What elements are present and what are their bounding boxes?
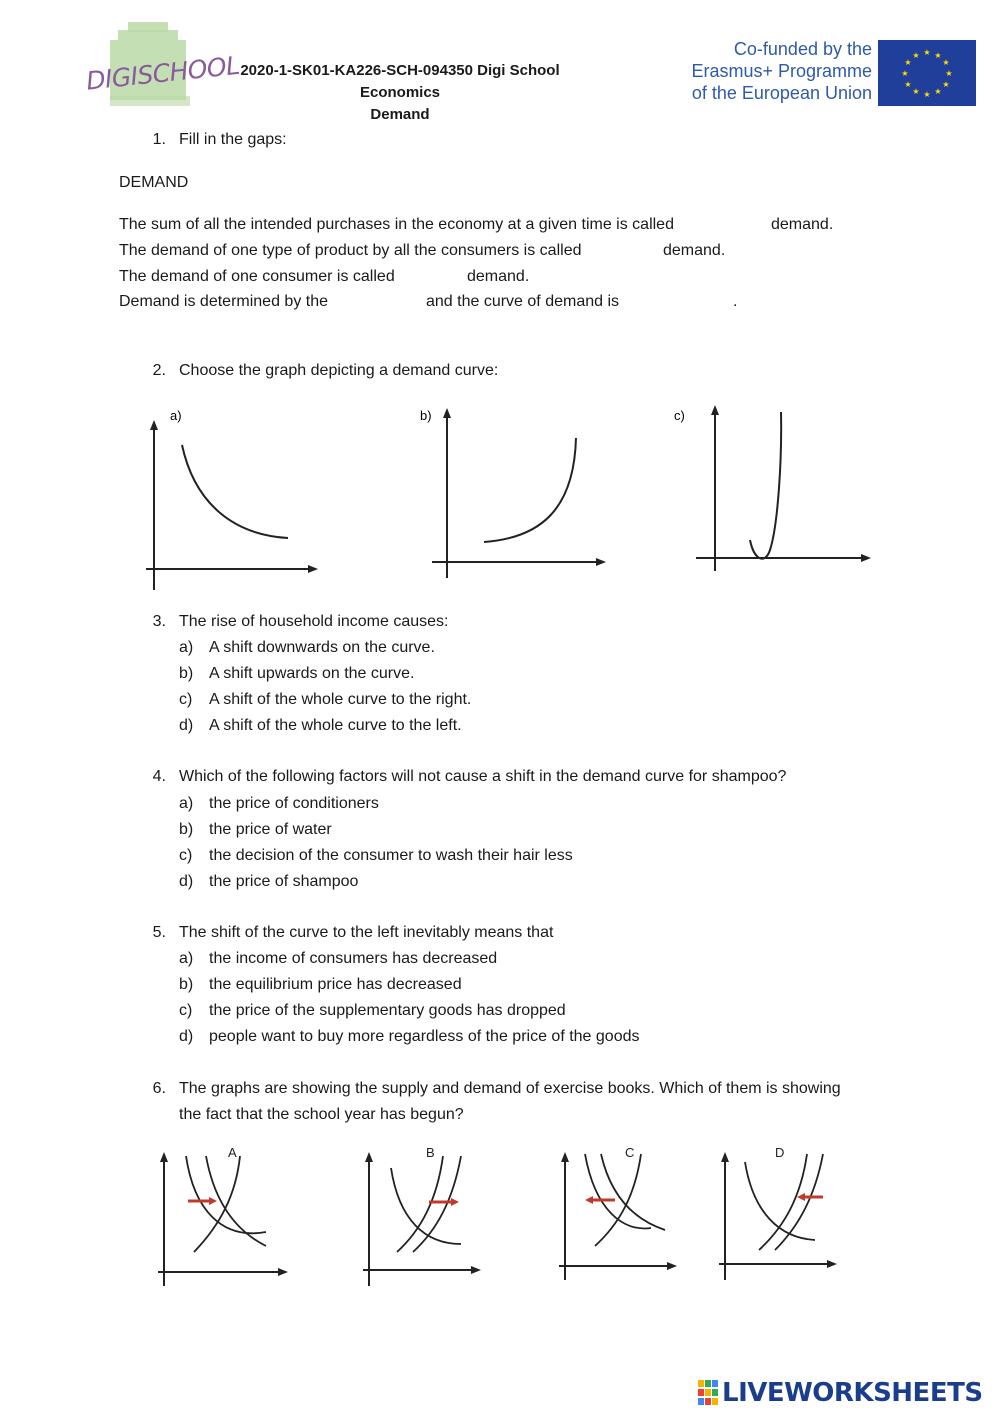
graph-C-y-arrow bbox=[561, 1152, 569, 1162]
q1-prompt: Fill in the gaps: bbox=[179, 131, 287, 148]
eu-line-3: of the European Union bbox=[691, 83, 872, 103]
graph-A-x-arrow bbox=[278, 1268, 288, 1276]
graph-D-x-arrow bbox=[827, 1260, 837, 1268]
q5-option-c[interactable]: the price of the supplementary goods has dropped bbox=[209, 1002, 566, 1019]
project-code: 2020-1-SK01-KA226-SCH-094350 Digi School bbox=[240, 62, 560, 79]
q4-option-b[interactable]: the price of water bbox=[209, 821, 332, 838]
graph-b-y-arrow bbox=[443, 408, 451, 418]
graph-A-shift-arrowhead bbox=[209, 1197, 217, 1205]
graph-c-curve bbox=[750, 412, 781, 559]
topic-title: Demand bbox=[370, 106, 430, 123]
q3-option-c-letter: c) bbox=[179, 691, 193, 708]
q3-option-a[interactable]: A shift downwards on the curve. bbox=[209, 639, 435, 656]
graph-b-curve bbox=[484, 438, 576, 542]
svg-text:★: ★ bbox=[934, 51, 942, 60]
q3-option-a-letter: a) bbox=[179, 639, 194, 656]
q6-prompt-line1: The graphs are showing the supply and demand of exercise books. Which of them is showing bbox=[179, 1080, 841, 1097]
graph-C bbox=[555, 1140, 705, 1290]
logo-text: DIGISCHOOL bbox=[84, 50, 241, 96]
q1-line4-start: Demand is determined by the bbox=[119, 293, 328, 310]
graph-A-label: A bbox=[228, 1145, 237, 1160]
subject-title: Economics bbox=[359, 84, 441, 101]
graph-a-label: a) bbox=[170, 408, 182, 423]
q4-prompt: Which of the following factors will not cause a shift in the demand curve for shampoo? bbox=[179, 768, 787, 785]
q1-line3-start: The demand of one consumer is called bbox=[119, 268, 395, 285]
graph-b bbox=[420, 400, 620, 585]
q4-number: 4. bbox=[152, 768, 166, 785]
svg-text:★: ★ bbox=[912, 51, 920, 60]
graph-C-shift-arrowhead bbox=[585, 1196, 593, 1204]
q3-option-d-letter: d) bbox=[179, 717, 194, 734]
q3-option-c[interactable]: A shift of the whole curve to the right. bbox=[209, 691, 472, 708]
q4-option-b-letter: b) bbox=[179, 821, 194, 838]
graph-C-demand-curve-2 bbox=[601, 1154, 665, 1230]
graph-A-supply-curve bbox=[194, 1156, 240, 1252]
liveworksheets-logo-icon bbox=[698, 1380, 720, 1406]
graph-A-demand-curve-1 bbox=[186, 1156, 266, 1233]
q2-prompt: Choose the graph depicting a demand curve: bbox=[179, 362, 499, 379]
graph-b-label: b) bbox=[420, 408, 432, 423]
svg-text:★: ★ bbox=[912, 87, 920, 96]
q5-option-b-letter: b) bbox=[179, 976, 194, 993]
graph-B-demand-curve bbox=[391, 1168, 461, 1244]
graph-D-supply-curve-2 bbox=[775, 1154, 823, 1250]
graph-a-y-arrow bbox=[150, 420, 158, 430]
graph-B-label: B bbox=[426, 1145, 435, 1160]
q6-number: 6. bbox=[152, 1080, 166, 1097]
graph-C-x-arrow bbox=[667, 1262, 677, 1270]
graph-D-supply-curve-1 bbox=[759, 1154, 807, 1250]
q5-option-d-letter: d) bbox=[179, 1028, 194, 1045]
q3-option-b-letter: b) bbox=[179, 665, 194, 682]
q1-line4-middle: and the curve of demand is bbox=[426, 293, 620, 310]
q4-option-a-letter: a) bbox=[179, 795, 194, 812]
q2-number: 2. bbox=[152, 362, 166, 379]
q4-option-d[interactable]: the price of shampoo bbox=[209, 873, 359, 890]
q3-prompt: The rise of household income causes: bbox=[179, 613, 449, 630]
q5-number: 5. bbox=[152, 924, 166, 941]
graph-a-curve bbox=[182, 445, 288, 538]
graph-B-supply-curve-1 bbox=[397, 1156, 443, 1252]
document-header bbox=[205, 60, 595, 126]
eu-line-2: Erasmus+ Programme bbox=[691, 61, 872, 81]
q5-option-a[interactable]: the income of consumers has decreased bbox=[209, 950, 498, 967]
q4-option-d-letter: d) bbox=[179, 873, 194, 890]
eu-funding-text bbox=[640, 38, 872, 104]
q3-number: 3. bbox=[152, 613, 166, 630]
eu-line-1: Co-funded by the bbox=[733, 39, 872, 59]
q5-option-c-letter: c) bbox=[179, 1002, 193, 1019]
svg-text:★: ★ bbox=[942, 58, 950, 67]
graph-a-x-arrow bbox=[308, 565, 318, 573]
q5-option-a-letter: a) bbox=[179, 950, 194, 967]
q1-line1-start: The sum of all the intended purchases in the economy at a given time is called bbox=[119, 216, 674, 233]
q5-option-b[interactable]: the equilibrium price has decreased bbox=[209, 976, 462, 993]
graph-c-label: c) bbox=[674, 408, 685, 423]
q5-prompt: The shift of the curve to the left inevitably means that bbox=[179, 924, 554, 941]
svg-text:★: ★ bbox=[923, 90, 931, 99]
eu-flag-icon bbox=[878, 40, 976, 106]
liveworksheets-brand: LIVEWORKSHEETS bbox=[722, 1378, 983, 1408]
graph-b-x-arrow bbox=[596, 558, 606, 566]
graph-B bbox=[355, 1140, 505, 1290]
graph-A-y-arrow bbox=[160, 1152, 168, 1162]
q5-option-d[interactable]: people want to buy more regardless of the price of the goods bbox=[209, 1028, 640, 1045]
graph-D-demand-curve bbox=[745, 1162, 815, 1240]
svg-text:★: ★ bbox=[923, 48, 931, 57]
q3-option-d[interactable]: A shift of the whole curve to the left. bbox=[209, 717, 462, 734]
q1-number: 1. bbox=[152, 131, 166, 148]
graph-B-x-arrow bbox=[471, 1266, 481, 1274]
graph-D-label: D bbox=[775, 1145, 785, 1160]
q1-line2-start: The demand of one type of product by all the consumers is called bbox=[119, 242, 582, 259]
graph-D bbox=[715, 1140, 865, 1290]
q4-option-c-letter: c) bbox=[179, 847, 193, 864]
q1-line4-end: . bbox=[733, 293, 738, 310]
graph-C-label: C bbox=[625, 1145, 635, 1160]
q3-option-b[interactable]: A shift upwards on the curve. bbox=[209, 665, 415, 682]
graph-c bbox=[670, 400, 880, 575]
svg-text:★: ★ bbox=[945, 69, 953, 78]
graph-c-y-arrow bbox=[711, 405, 719, 415]
svg-text:★: ★ bbox=[942, 80, 950, 89]
graph-c-x-arrow bbox=[861, 554, 871, 562]
q6-prompt-line2: the fact that the school year has begun? bbox=[179, 1106, 464, 1123]
q1-line2-end: demand. bbox=[663, 242, 726, 259]
q4-option-a[interactable]: the price of conditioners bbox=[209, 795, 379, 812]
graph-B-y-arrow bbox=[365, 1152, 373, 1162]
svg-text:★: ★ bbox=[901, 69, 909, 78]
q1-heading: DEMAND bbox=[119, 174, 189, 191]
q1-line3-end: demand. bbox=[467, 268, 530, 285]
q4-option-c[interactable]: the decision of the consumer to wash their hair less bbox=[209, 847, 573, 864]
graph-D-y-arrow bbox=[721, 1152, 729, 1162]
svg-text:★: ★ bbox=[904, 80, 912, 89]
q1-line1-end: demand. bbox=[771, 216, 834, 233]
graph-B-shift-arrowhead bbox=[451, 1198, 459, 1206]
svg-text:★: ★ bbox=[934, 87, 942, 96]
graph-D-shift-arrowhead bbox=[797, 1193, 805, 1201]
svg-text:★: ★ bbox=[904, 58, 912, 67]
graph-A bbox=[150, 1140, 300, 1290]
graph-a bbox=[140, 400, 330, 595]
